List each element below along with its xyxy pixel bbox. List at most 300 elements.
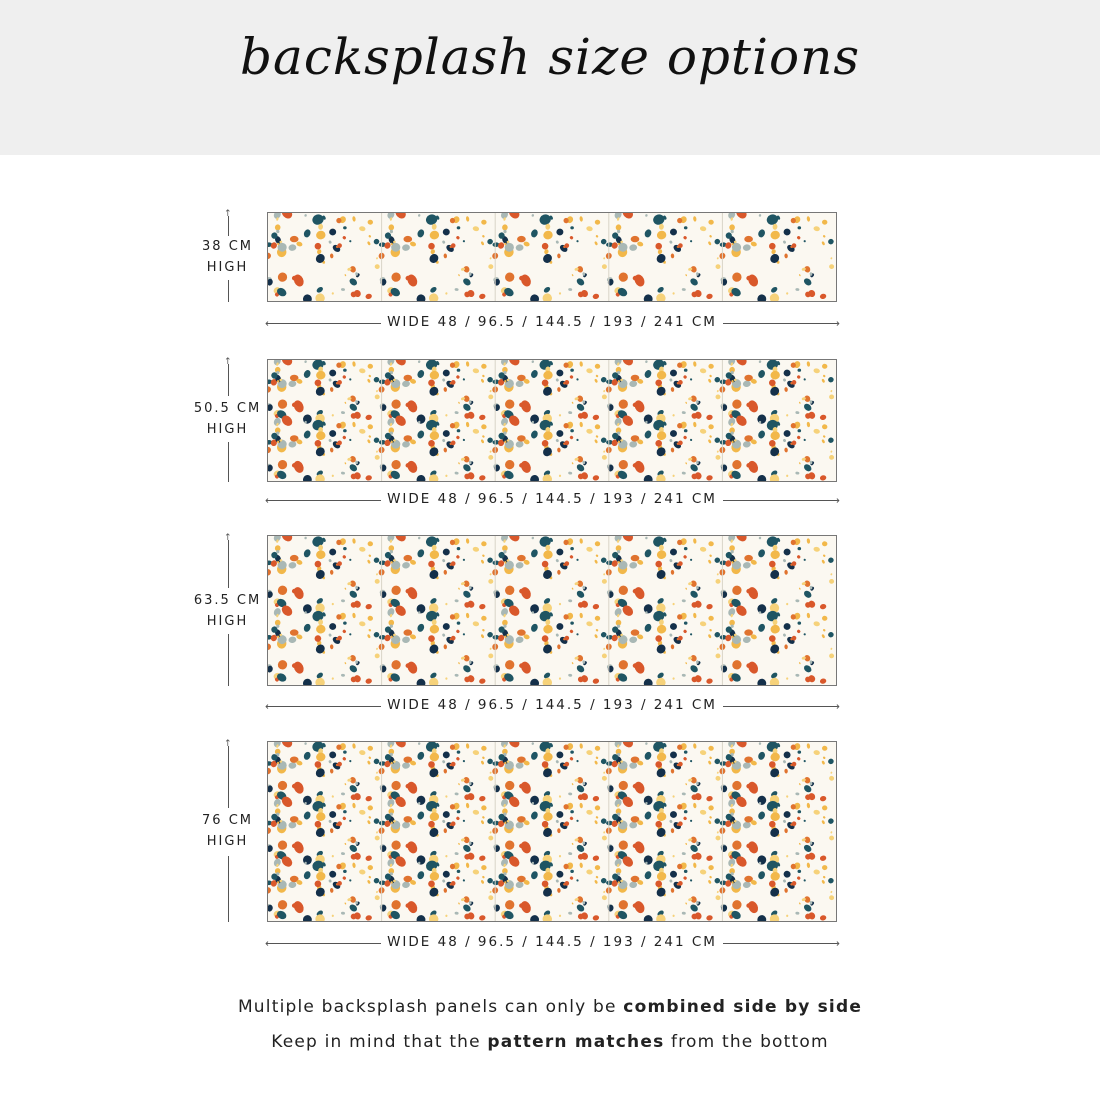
terrazzo-chip [571,587,573,590]
terrazzo-chip [503,458,516,471]
note-line1-text: Multiple backsplash panels can only be [237,997,617,1017]
terrazzo-chip [643,795,653,805]
terrazzo-chip [541,292,554,301]
terrazzo-chip [643,855,653,865]
terrazzo-chip [768,766,781,779]
terrazzo-chip [556,810,565,819]
terrazzo-chip [595,554,598,557]
terrazzo-chip [303,548,312,558]
terrazzo-chip [555,819,559,823]
terrazzo-chip [390,584,403,597]
terrazzo-chip [442,810,451,819]
terrazzo-chip [302,914,312,921]
terrazzo-chip [480,241,484,246]
terrazzo-chip [416,429,425,439]
terrazzo-chip [331,292,334,295]
terrazzo-chip [617,271,630,284]
height-arrow-bottom [228,634,229,686]
backsplash-panel [267,212,837,302]
terrazzo-chip [556,751,565,760]
terrazzo-chip [314,292,327,301]
terrazzo-chip [734,742,749,749]
terrazzo-chip [268,845,273,853]
terrazzo-chip [768,445,781,458]
terrazzo-chip [829,775,835,781]
terrazzo-chip [443,644,447,649]
terrazzo-chip [671,888,675,893]
terrazzo-chip [479,678,487,685]
terrazzo-chip [416,795,426,805]
terrazzo-chip [482,756,485,759]
backsplash-panel [267,741,837,922]
terrazzo-chip [770,550,781,560]
terrazzo-chip [669,378,673,382]
terrazzo-chip [813,869,820,875]
terrazzo-chip [784,447,788,452]
terrazzo-chip [669,760,673,764]
terrazzo-chip [821,378,825,383]
terrazzo-chip [744,236,753,242]
terrazzo-chip [367,634,371,639]
terrazzo-chip [806,613,810,619]
terrazzo-chip [489,891,492,894]
terrazzo-chip [349,820,352,823]
terrazzo-chip [579,361,583,367]
terrazzo-chip [827,238,835,245]
terrazzo-chip [819,603,827,610]
terrazzo-chip [746,273,760,288]
terrazzo-chip [784,644,788,649]
terrazzo-chip [742,881,751,888]
terrazzo-chip [592,915,600,921]
terrazzo-chip [813,368,820,374]
terrazzo-chip [479,795,487,802]
terrazzo-chip [390,230,394,234]
terrazzo-chip [601,264,607,270]
terrazzo-chip [288,881,297,888]
terrazzo-chip [797,870,801,873]
terrazzo-chip [685,902,687,905]
terrazzo-chip [579,216,583,222]
terrazzo-chip [708,865,714,871]
terrazzo-chip [481,364,487,370]
terrazzo-chip [456,375,461,380]
terrazzo-chip [519,273,533,288]
terrazzo-chip [276,458,289,471]
terrazzo-chip [416,294,426,301]
terrazzo-chip [348,277,358,287]
terrazzo-chip [328,879,332,883]
terrazzo-chip [349,633,352,636]
height-label [185,398,270,440]
terrazzo-chip [275,224,281,230]
terrazzo-chip [303,810,312,820]
terrazzo-chip [341,674,345,677]
terrazzo-chip [757,369,766,379]
terrazzo-chip [669,622,678,631]
terrazzo-chip [368,374,371,377]
terrazzo-chip [367,439,371,444]
terrazzo-chip [479,475,487,481]
terrazzo-chip [652,536,666,548]
terrazzo-chip [636,241,643,248]
height-label [185,590,270,632]
terrazzo-chip [796,756,801,761]
terrazzo-chip [517,236,526,242]
terrazzo-chip [543,752,554,762]
terrazzo-chip [314,445,327,458]
terrazzo-chip [571,401,573,404]
terrazzo-chip [427,292,440,301]
terrazzo-chip [368,235,371,238]
terrazzo-chip [806,538,810,544]
terrazzo-chip [603,831,606,834]
terrazzo-chip [594,820,598,825]
terrazzo-chip [617,398,630,411]
terrazzo-chip [595,435,598,438]
terrazzo-chip [288,821,297,828]
terrazzo-chip [827,436,835,443]
terrazzo-chip [699,368,706,374]
terrazzo-chip [768,826,781,839]
terrazzo-chip [445,677,448,680]
terrazzo-chip [457,368,461,371]
terrazzo-chip [515,762,524,769]
terrazzo-chip [463,879,466,882]
terrazzo-chip [406,273,420,288]
terrazzo-pattern [268,742,836,921]
terrazzo-chip [303,623,312,633]
terrazzo-chip [568,599,572,602]
terrazzo-chip [352,216,356,222]
terrazzo-chip [672,677,675,680]
terrazzo-chip [656,550,667,560]
terrazzo-chip [503,398,516,411]
terrazzo-chip [515,244,524,251]
terrazzo-chip [617,898,630,911]
terrazzo-chip [643,751,652,761]
terrazzo-chip [515,821,524,828]
terrazzo-chip [503,839,516,852]
terrazzo-chip [690,879,693,882]
terrazzo-chip [823,235,826,238]
height-value: 76 CM [202,813,253,828]
terrazzo-chip [402,762,411,769]
terrazzo-chip [331,855,334,858]
terrazzo-chip [813,226,820,232]
terrazzo-chip [276,230,280,234]
terrazzo-chip [684,226,688,229]
terrazzo-chip [302,604,312,614]
terrazzo-chip [757,751,766,761]
terrazzo-chip [367,378,371,383]
terrazzo-chip [276,779,289,792]
terrazzo-chip [770,230,781,240]
terrazzo-chip [656,624,667,634]
terrazzo-chip [330,769,334,774]
terrazzo-chip [359,750,366,756]
terrazzo-chip [367,364,373,370]
terrazzo-chip [359,869,366,875]
terrazzo-chip [569,435,574,440]
terrazzo-chip [304,360,307,363]
terrazzo-chip [559,677,562,680]
terrazzo-chip [699,546,706,552]
terrazzo-chip [783,879,787,883]
terrazzo-chip [669,633,673,637]
terrazzo-chip [730,458,743,471]
terrazzo-chip [503,230,507,234]
terrazzo-chip [390,898,403,911]
terrazzo-chip [770,624,781,634]
terrazzo-chip [462,277,472,287]
terrazzo-chip [716,257,719,260]
terrazzo-chip [472,621,479,627]
terrazzo-chip [344,587,346,590]
terrazzo-chip [472,750,479,756]
terrazzo-chip [288,636,297,643]
terrazzo-chip [442,819,446,823]
terrazzo-chip [472,546,479,552]
terrazzo-chip [601,579,607,585]
terrazzo-chip [806,743,810,749]
terrazzo-chip [344,274,346,277]
terrazzo-chip [352,743,356,749]
terrazzo-chip [367,760,371,765]
terrazzo-chip [454,912,458,915]
terrazzo-chip [367,820,371,825]
terrazzo-chip [682,792,686,795]
terrazzo-chip [489,257,492,260]
backsplash-panel [267,535,837,686]
note-line2-bold: pattern matches [487,1032,665,1052]
terrazzo-chip [786,603,789,606]
terrazzo-chip [555,378,559,382]
terrazzo-chip [576,240,579,243]
terrazzo-chip [428,445,441,458]
terrazzo-chip [466,216,470,222]
terrazzo-chip [579,422,583,428]
terrazzo-chip [796,629,801,634]
width-prefix: WIDE [387,697,432,713]
terrazzo-chip [330,387,334,392]
terrazzo-chip [443,253,447,258]
terrazzo-chip [296,241,303,248]
terrazzo-chip [330,447,334,452]
terrazzo-chip [819,678,827,685]
terrazzo-chip [388,224,394,230]
terrazzo-chip [716,647,719,650]
terrazzo-chip [344,843,346,846]
terrazzo-chip [716,450,719,453]
terrazzo-chip [429,431,440,441]
terrazzo-chip [684,429,688,432]
terrazzo-chip [796,816,801,821]
width-prefix: WIDE [387,314,432,330]
terrazzo-chip [819,915,827,921]
terrazzo-chip [643,228,652,238]
terrazzo-chip [699,428,706,434]
terrazzo-chip [555,559,559,563]
terrazzo-chip [328,548,337,557]
terrazzo-chip [690,633,693,636]
terrazzo-chip [603,771,606,774]
terrazzo-chip [480,439,484,444]
terrazzo-chip [531,214,534,217]
terrazzo-chip [303,429,312,439]
terrazzo-chip [268,464,273,472]
height-arrow-top: ↑ [228,216,229,236]
terrazzo-chip [734,213,749,221]
terrazzo-chip [456,816,461,821]
terrazzo-chip [359,546,366,552]
note-line2-tail: from the bottom [671,1032,829,1052]
terrazzo-chip [442,548,451,557]
terrazzo-chip [489,647,492,650]
terrazzo-chip [331,677,334,680]
terrazzo-chip [709,816,712,819]
terrazzo-chip [367,219,373,225]
terrazzo-chip [742,441,751,448]
terrazzo-chip [783,633,787,637]
terrazzo-chip [629,441,638,448]
terrazzo-chip [292,273,306,288]
height-arrow-top: ↑ [228,540,229,588]
terrazzo-chip [601,895,607,901]
terrazzo-chip [543,812,554,822]
terrazzo-chip [813,750,820,756]
terrazzo-chip [568,288,572,291]
terrazzo-chip [592,795,600,802]
terrazzo-chip [693,862,697,868]
terrazzo-chip [570,621,574,624]
terrazzo-chip [830,390,833,393]
width-values: 48 / 96.5 / 144.5 / 193 / 241 CM [437,934,717,950]
terrazzo-chip [715,835,721,841]
terrazzo-chip [684,368,688,371]
terrazzo-chip [682,411,686,414]
terrazzo-chip [797,750,801,753]
terrazzo-chip [633,273,647,288]
terrazzo-chip [672,414,675,417]
terrazzo-chip [594,378,598,383]
terrazzo-chip [813,546,820,552]
terrazzo-chip [442,870,451,879]
terrazzo-chip [348,664,358,674]
terrazzo-chip [783,760,787,764]
terrazzo-chip [427,242,435,250]
terrazzo-chip [603,891,606,894]
terrazzo-chip [557,888,561,893]
terrazzo-chip [390,779,403,792]
terrazzo-chip [629,562,638,569]
terrazzo-chip [571,843,573,846]
terrazzo-chip [376,891,379,894]
terrazzo-chip [568,674,572,677]
terrazzo-chip [530,604,540,614]
terrazzo-chip [806,422,810,428]
terrazzo-chip [374,394,380,400]
terrazzo-chip [730,230,734,234]
terrazzo-chip [315,624,326,634]
terrazzo-chip [442,751,451,760]
terrazzo-chip [457,810,461,813]
terrazzo-chip [708,559,712,564]
terrazzo-chip [443,387,447,392]
terrazzo-chip [672,603,675,606]
terrazzo-chip [795,288,799,291]
terrazzo-chip [416,369,425,379]
terrazzo-chip [559,603,562,606]
terrazzo-chip [368,816,371,819]
terrazzo-chip [654,292,667,301]
terrazzo-chip [709,554,712,557]
terrazzo-chip [570,810,574,813]
terrazzo-chip [367,241,371,246]
terrazzo-chip [404,236,413,242]
terrazzo-chip [645,742,648,745]
terrazzo-chip [803,589,813,599]
terrazzo-chip [463,559,466,562]
terrazzo-chip [569,629,574,634]
terrazzo-chip [365,603,373,610]
terrazzo-chip [488,653,494,659]
terrazzo-chip [268,404,273,412]
terrazzo-chip [594,880,598,885]
terrazzo-chip [268,827,272,835]
height-arrow-top: ↑ [228,746,229,808]
terrazzo-chip [783,240,787,244]
terrazzo-chip [368,629,371,632]
terrazzo-chip [507,742,522,749]
terrazzo-chip [343,750,347,753]
width-dimension: ← → WIDE 48 / 96.5 / 144.5 / 193 / 241 CM [265,934,840,950]
terrazzo-chip [416,414,426,424]
terrazzo-chip [349,879,352,882]
terrazzo-chip [530,474,540,481]
terrazzo-chip [559,914,562,917]
terrazzo-chip [799,462,801,465]
terrazzo-chip [803,559,806,562]
terrazzo-chip [829,264,835,270]
terrazzo-chip [682,912,686,915]
terrazzo-chip [442,633,446,637]
terrazzo-chip [482,435,485,438]
terrazzo-chip [268,278,273,286]
terrazzo-chip [365,795,373,802]
terrazzo-chip [557,447,561,452]
terrazzo-chip [652,213,666,226]
terrazzo-chip [481,424,487,430]
terrazzo-chip [328,633,332,637]
terrazzo-chip [569,756,574,761]
terrazzo-chip [669,870,678,879]
terrazzo-chip [708,634,712,639]
terrazzo-chip [442,559,446,563]
terrazzo-chip [330,828,334,833]
terrazzo-chip [821,559,825,564]
terrazzo-chip [671,447,675,452]
terrazzo-chip [821,760,825,765]
terrazzo-chip [376,257,379,260]
terrazzo-chip [783,870,792,879]
terrazzo-chip [429,624,440,634]
terrazzo-chip [685,662,687,665]
terrazzo-chip [489,450,492,453]
terrazzo-chip [418,214,421,217]
terrazzo-chip [690,559,693,562]
terrazzo-chip [530,795,540,805]
